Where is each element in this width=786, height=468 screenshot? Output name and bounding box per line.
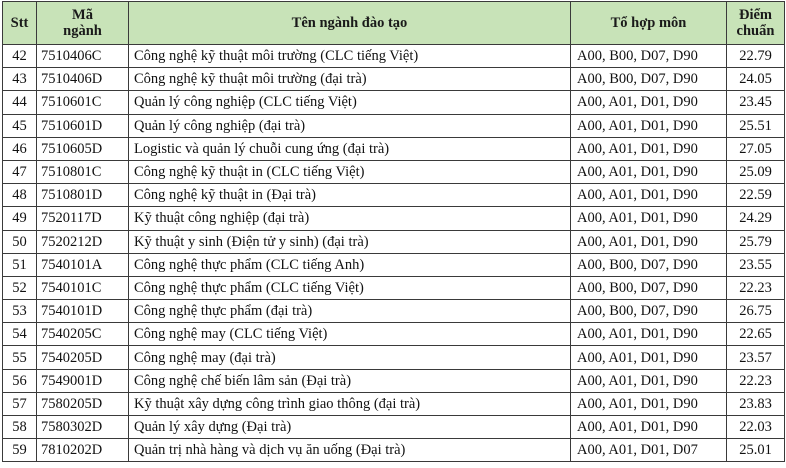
- cell-ten-nganh: Công nghệ kỹ thuật in (Đại trà): [129, 184, 571, 207]
- header-to-hop-mon: Tổ hợp môn: [571, 2, 727, 45]
- table-row: [3, 160, 785, 183]
- table-row: [3, 68, 785, 91]
- cell-stt: 44: [3, 91, 37, 114]
- cell-ten-nganh: Quản lý công nghiệp (CLC tiếng Việt): [129, 91, 571, 114]
- cell-diem-chuan: 22.03: [727, 416, 785, 439]
- cell-to-hop-mon: A00, A01, D01, D90: [571, 207, 727, 230]
- cell-to-hop-mon: A00, B00, D07, D90: [571, 253, 727, 276]
- cell-ten-nganh: Công nghệ thực phẩm (CLC tiếng Việt): [129, 276, 571, 299]
- table-row: [3, 45, 785, 68]
- cell-ten-nganh: Công nghệ kỹ thuật môi trường (đại trà): [129, 68, 571, 91]
- cell-diem-chuan: 23.83: [727, 392, 785, 415]
- cell-diem-chuan: 22.79: [727, 45, 785, 68]
- cell-diem-chuan: 25.01: [727, 439, 785, 462]
- cell-ma-nganh: 7540101A: [37, 253, 129, 276]
- table-row: [3, 114, 785, 137]
- cell-ma-nganh: 7520117D: [37, 207, 129, 230]
- cell-ten-nganh: Kỹ thuật công nghiệp (đại trà): [129, 207, 571, 230]
- table-row: [3, 91, 785, 114]
- header-ten-nganh: Tên ngành đào tạo: [129, 2, 571, 45]
- cell-to-hop-mon: A00, A01, D01, D07: [571, 439, 727, 462]
- cell-ma-nganh: 7510801C: [37, 160, 129, 183]
- cell-diem-chuan: 22.23: [727, 276, 785, 299]
- cell-stt: 49: [3, 207, 37, 230]
- cell-ten-nganh: Công nghệ may (CLC tiếng Việt): [129, 323, 571, 346]
- cell-stt: 48: [3, 184, 37, 207]
- cell-ten-nganh: Công nghệ kỹ thuật in (CLC tiếng Việt): [129, 160, 571, 183]
- cell-to-hop-mon: A00, A01, D01, D90: [571, 137, 727, 160]
- cell-ma-nganh: 7510406C: [37, 45, 129, 68]
- cell-ten-nganh: Quản trị nhà hàng và dịch vụ ăn uống (Đại trà): [129, 439, 571, 462]
- cell-to-hop-mon: A00, A01, D01, D90: [571, 91, 727, 114]
- cell-ma-nganh: 7540101D: [37, 300, 129, 323]
- cell-ma-nganh: 7540205D: [37, 346, 129, 369]
- cell-stt: 46: [3, 137, 37, 160]
- table-row: [3, 184, 785, 207]
- cell-ma-nganh: 7549001D: [37, 369, 129, 392]
- table-row: [3, 137, 785, 160]
- cell-ma-nganh: 7510801D: [37, 184, 129, 207]
- cell-to-hop-mon: A00, B00, D07, D90: [571, 276, 727, 299]
- cell-stt: 56: [3, 369, 37, 392]
- cell-ma-nganh: 7510601D: [37, 114, 129, 137]
- cell-ma-nganh: 7510406D: [37, 68, 129, 91]
- table-row: [3, 416, 785, 439]
- cell-ten-nganh: Kỹ thuật y sinh (Điện tử y sinh) (đại trà): [129, 230, 571, 253]
- cell-to-hop-mon: A00, B00, D07, D90: [571, 300, 727, 323]
- cell-ma-nganh: 7540205C: [37, 323, 129, 346]
- cell-diem-chuan: 25.51: [727, 114, 785, 137]
- cell-ma-nganh: 7510605D: [37, 137, 129, 160]
- cell-stt: 42: [3, 45, 37, 68]
- cell-to-hop-mon: A00, A01, D01, D90: [571, 230, 727, 253]
- cell-diem-chuan: 26.75: [727, 300, 785, 323]
- cell-to-hop-mon: A00, A01, D01, D90: [571, 323, 727, 346]
- cell-stt: 59: [3, 439, 37, 462]
- cell-to-hop-mon: A00, A01, D01, D90: [571, 369, 727, 392]
- cell-ten-nganh: Logistic và quản lý chuỗi cung ứng (đại trà): [129, 137, 571, 160]
- cell-to-hop-mon: A00, B00, D07, D90: [571, 68, 727, 91]
- cell-diem-chuan: 25.09: [727, 160, 785, 183]
- cell-to-hop-mon: A00, B00, D07, D90: [571, 45, 727, 68]
- cell-stt: 43: [3, 68, 37, 91]
- table-row: [3, 346, 785, 369]
- cell-stt: 52: [3, 276, 37, 299]
- header-ma-line1: Mã: [72, 7, 93, 23]
- cell-diem-chuan: 24.29: [727, 207, 785, 230]
- cell-ma-nganh: 7580302D: [37, 416, 129, 439]
- cell-to-hop-mon: A00, A01, D01, D90: [571, 114, 727, 137]
- cell-diem-chuan: 22.59: [727, 184, 785, 207]
- cell-ten-nganh: Công nghệ may (đại trà): [129, 346, 571, 369]
- table-row: [3, 230, 785, 253]
- cell-stt: 55: [3, 346, 37, 369]
- table-row: [3, 439, 785, 462]
- table-row: [3, 392, 785, 415]
- cell-stt: 57: [3, 392, 37, 415]
- cell-diem-chuan: 27.05: [727, 137, 785, 160]
- cell-stt: 51: [3, 253, 37, 276]
- cell-stt: 50: [3, 230, 37, 253]
- header-ma-line2: ngành: [63, 23, 102, 39]
- cell-diem-chuan: 23.45: [727, 91, 785, 114]
- cell-ma-nganh: 7520212D: [37, 230, 129, 253]
- table-row: [3, 276, 785, 299]
- cell-to-hop-mon: A00, A01, D01, D90: [571, 392, 727, 415]
- table-row: [3, 253, 785, 276]
- table-row: [3, 369, 785, 392]
- admission-score-table: [2, 1, 785, 462]
- cell-diem-chuan: 23.55: [727, 253, 785, 276]
- cell-diem-chuan: 23.57: [727, 346, 785, 369]
- cell-to-hop-mon: A00, A01, D01, D90: [571, 346, 727, 369]
- cell-to-hop-mon: A00, A01, D01, D90: [571, 160, 727, 183]
- header-row: [3, 2, 785, 45]
- table-row: [3, 207, 785, 230]
- cell-ten-nganh: Quản lý công nghiệp (đại trà): [129, 114, 571, 137]
- cell-diem-chuan: 22.65: [727, 323, 785, 346]
- cell-to-hop-mon: A00, A01, D01, D90: [571, 416, 727, 439]
- cell-ten-nganh: Công nghệ thực phẩm (CLC tiếng Anh): [129, 253, 571, 276]
- table-row: [3, 323, 785, 346]
- header-diem-line1: Điểm: [738, 7, 772, 23]
- cell-stt: 53: [3, 300, 37, 323]
- cell-ma-nganh: 7540101C: [37, 276, 129, 299]
- header-diem-line2: chuẩn: [736, 23, 775, 39]
- cell-stt: 54: [3, 323, 37, 346]
- cell-diem-chuan: 25.79: [727, 230, 785, 253]
- cell-ma-nganh: 7810202D: [37, 439, 129, 462]
- cell-ten-nganh: Công nghệ kỹ thuật môi trường (CLC tiếng Việt): [129, 45, 571, 68]
- cell-ma-nganh: 7580205D: [37, 392, 129, 415]
- cell-stt: 45: [3, 114, 37, 137]
- table-body: [3, 45, 785, 462]
- cell-ten-nganh: Công nghệ thực phẩm (đại trà): [129, 300, 571, 323]
- cell-ten-nganh: Kỹ thuật xây dựng công trình giao thông (đại trà): [129, 392, 571, 415]
- table-row: [3, 300, 785, 323]
- cell-stt: 58: [3, 416, 37, 439]
- cell-ma-nganh: 7510601C: [37, 91, 129, 114]
- header-stt: Stt: [3, 2, 37, 45]
- header-ma-nganh: [37, 2, 129, 45]
- header-diem-chuan: [727, 2, 785, 45]
- cell-ten-nganh: Công nghệ chế biến lâm sản (Đại trà): [129, 369, 571, 392]
- cell-diem-chuan: 24.05: [727, 68, 785, 91]
- cell-to-hop-mon: A00, A01, D01, D90: [571, 184, 727, 207]
- cell-ten-nganh: Quản lý xây dựng (Đại trà): [129, 416, 571, 439]
- cell-stt: 47: [3, 160, 37, 183]
- cell-diem-chuan: 22.23: [727, 369, 785, 392]
- table-header: [3, 2, 785, 45]
